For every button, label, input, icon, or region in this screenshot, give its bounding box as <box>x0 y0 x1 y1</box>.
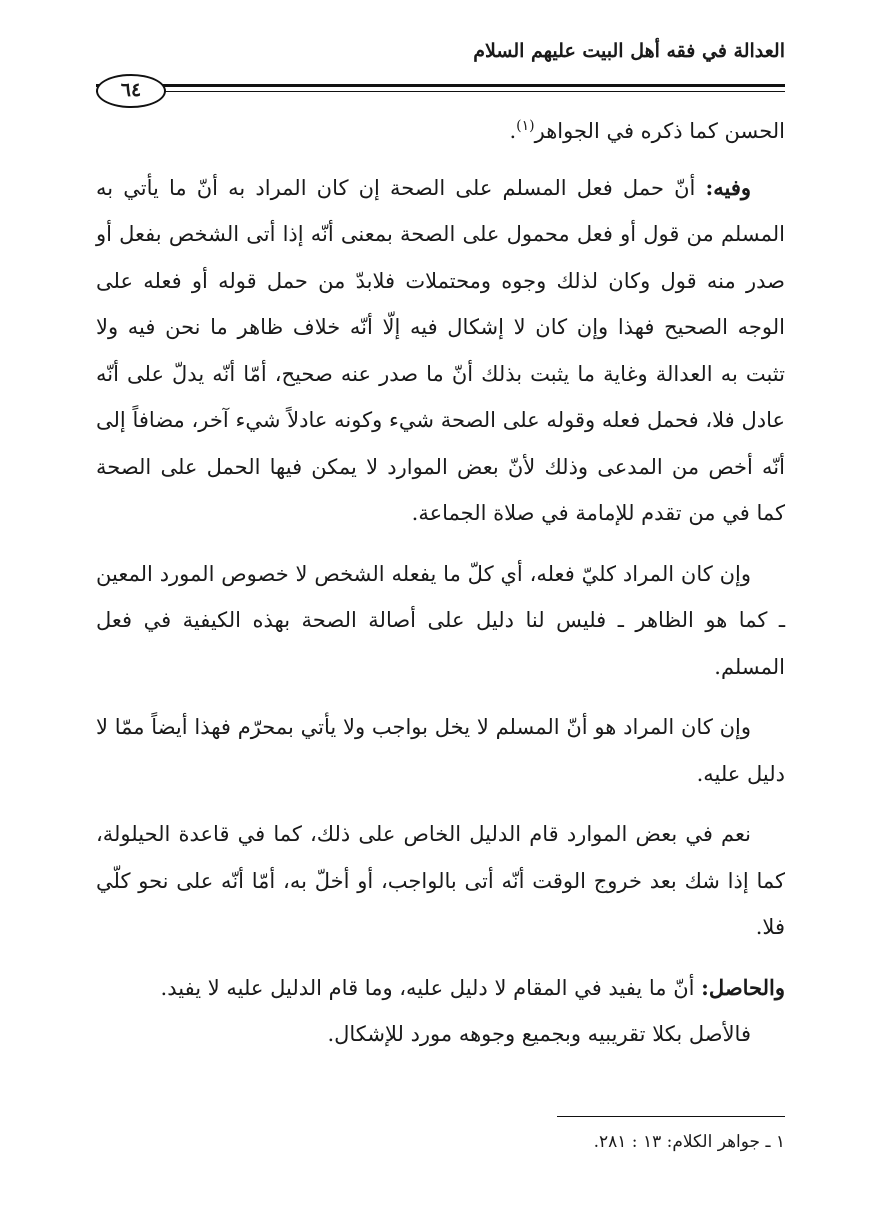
paragraph-text: الحسن كما ذكره في الجواهر <box>534 119 785 143</box>
paragraph-5 <box>96 811 785 951</box>
paragraph-text: فالأصل بكلا تقريبيه وبجميع وجوهه مورد للإشكال. <box>327 1022 751 1046</box>
footnote-reference: (١) <box>516 118 535 134</box>
paragraph-text: وإن كان المراد هو أنّ المسلم لا يخل بواجب ولا يأتي بمحرّم فهذا أيضاً ممّا لا دليل عليه. <box>96 715 785 786</box>
running-title: العدالة في فقه أهل البيت عليهم السلام <box>473 40 785 62</box>
footnote: ١ ـ جواهر الكلام: ١٣ : ٢٨١. <box>593 1132 785 1152</box>
paragraph-tail: . <box>509 119 517 143</box>
paragraph-lead: والحاصل: <box>701 974 785 1000</box>
paragraph-lead: وفيه: <box>705 174 751 200</box>
paragraph-2 <box>96 165 785 537</box>
header-rule-thin <box>96 91 785 92</box>
header-rule-thick <box>96 84 785 87</box>
paragraph-3 <box>96 551 785 691</box>
paragraph-text: أنّ حمل فعل المسلم على الصحة إن كان المراد به أنّ ما يأتي به المسلم من قول أو فعل محمول على الصحة بمعنى أنّه إذا أتى الشخص بفعل أو صدر منه قول وكان لذلك وجوه ومحتملات فلابدّ من حمل قوله أو فعله على الوجه الصحيح فهذا وإن كان لا إشكال فيه إلّا أنّه خلاف ظاهر ما نحن فيه ولا تثبت به العدالة وغاية ما يثبت بذلك أنّ ما صدر عنه صحيح، أمّا أنّه يدلّ على أنّه عادل فلا، فحمل فعله وقوله على الصحة شيء وكونه عادلاً شيء آخر، مضافاً إلى أنّه أخص من المدعى وذلك لأنّ بعض الموارد لا يمكن فيها الحمل على الصحة كما في من تقدم للإمامة في صلاة الجماعة. <box>96 175 785 525</box>
footnote-separator <box>557 1116 785 1117</box>
paragraph-text: نعم في بعض الموارد قام الدليل الخاص على ذلك، كما في قاعدة الحيلولة، كما إذا شك بعد خروج الوقت أنّه أتى بالواجب، أو أخلّ به، أمّا أنّه على نحو كلّي فلا. <box>96 822 785 939</box>
body-text <box>96 108 785 1072</box>
paragraph-1 <box>96 108 785 155</box>
paragraph-7 <box>96 1011 785 1058</box>
page-number: ٦٤ <box>96 74 166 108</box>
paragraph-text: أنّ ما يفيد في المقام لا دليل عليه، وما قام الدليل عليه لا يفيد. <box>160 975 702 1000</box>
page-header <box>96 36 785 101</box>
paragraph-4 <box>96 704 785 797</box>
paragraph-6 <box>96 965 785 1012</box>
paragraph-text: وإن كان المراد كليّ فعله، أي كلّ ما يفعله الشخص لا خصوص المورد المعين ـ كما هو الظاهر ـ فليس لنا دليل على أصالة الصحة بهذه الكيفية في فعل المسلم. <box>96 561 785 679</box>
